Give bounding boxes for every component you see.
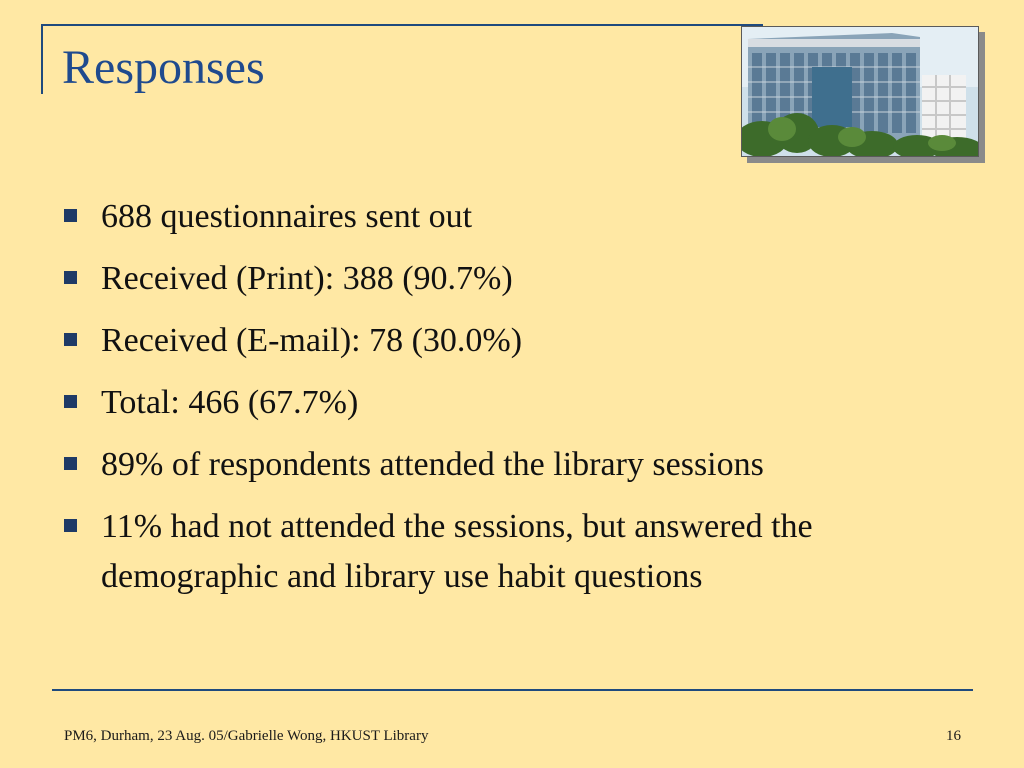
square-bullet-icon (64, 333, 77, 346)
bullet-item (64, 316, 944, 366)
bullet-item (64, 254, 944, 304)
bullet-text: 688 questionnaires sent out (101, 198, 473, 235)
square-bullet-icon (64, 457, 77, 470)
square-bullet-icon (64, 209, 77, 222)
bullet-text: Received (E-mail): 78 (30.0%) (101, 322, 523, 359)
square-bullet-icon (64, 519, 77, 532)
footer-divider (52, 689, 973, 691)
bullet-text: Total: 466 (67.7%) (101, 384, 359, 421)
bullet-list (64, 192, 944, 614)
building-photo (741, 26, 979, 157)
footer-credit: PM6, Durham, 23 Aug. 05/Gabrielle Wong, HKUST Library (64, 728, 429, 744)
slide-number: 16 (946, 728, 961, 744)
bullet-text: Received (Print): 388 (90.7%) (101, 260, 513, 297)
bullet-item (64, 502, 944, 602)
square-bullet-icon (64, 395, 77, 408)
square-bullet-icon (64, 271, 77, 284)
bullet-text: 11% had not attended the sessions, but answered the demographic and library use habit questions (101, 508, 813, 595)
bullet-text: 89% of respondents attended the library sessions (101, 446, 764, 483)
building-photo-image (742, 27, 978, 156)
slide-title: Responses (62, 41, 265, 94)
bullet-item (64, 440, 944, 490)
bullet-item (64, 192, 944, 242)
bullet-item (64, 378, 944, 428)
